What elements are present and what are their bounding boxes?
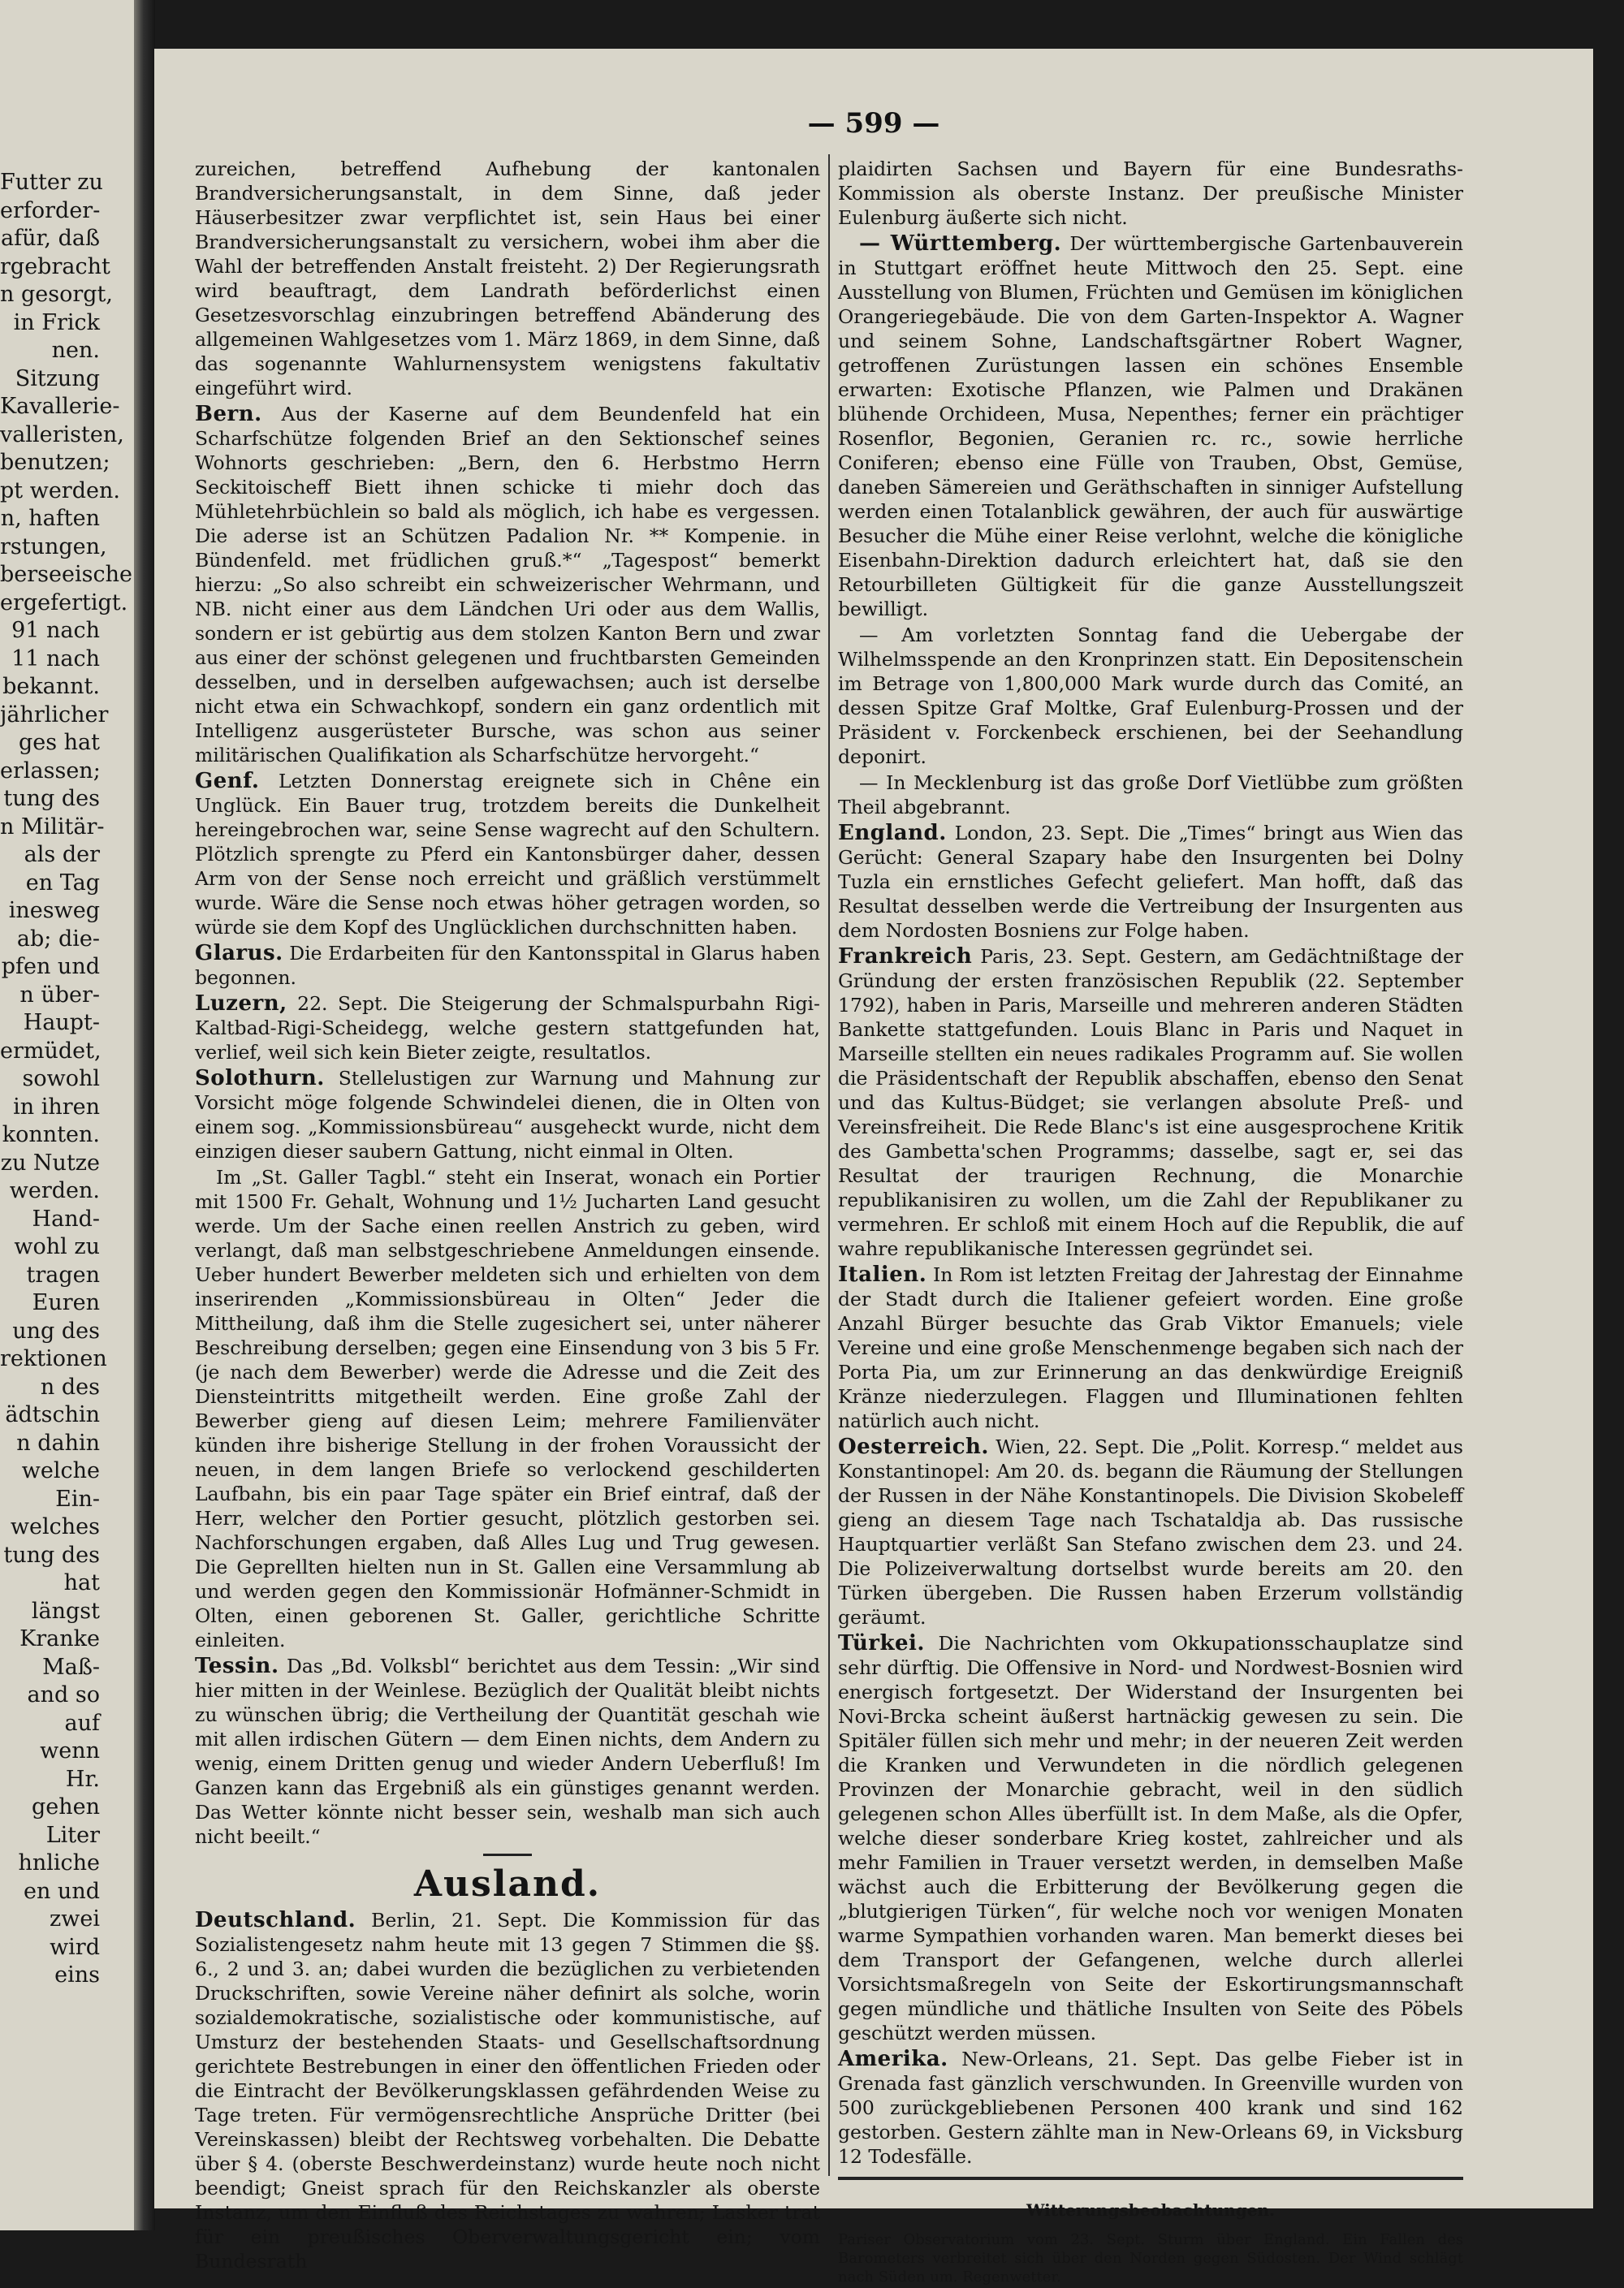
article-paragraph — [195, 1908, 820, 2273]
article-text: Stellelustigen zur Warnung und Mahnung zur Vorsicht möge folgende Schwindelei dienen, die in Olten von einem sog. „Kommissionsbüreau“ ausgeheckt wurde, nicht dem einzigen dieser saubern Gattung, nicht einmal in Olten. — [195, 1067, 820, 1163]
adjacent-line: in ihren — [13, 1094, 100, 1120]
adjacent-line: Haupt- — [23, 1010, 100, 1035]
adjacent-line: pt werden. — [0, 477, 120, 503]
article-heading: Frankreich — [838, 944, 973, 969]
article-text: Die Nachrichten vom Okkupationsschauplatze sind sehr dürftig. Die Offensive in Nord- und Nordwest-Bosnien wird energisch fortgesetzt. Der Widerstand der Insurgenten bei Novi-Brcka scheint äußerst hartnäckig gewesen zu sein. Die Spitäler füllen sich mehr und mehr; in der neueren Zeit werden die Kranken und Verwundeten in die nördlich gelegenen Provinzen der Monarchie gebracht, weil in den südlich gelegenen schon Alles überfüllt ist. In dem Maße, als die Opfer, welche dieser sonderbare Krieg kostet, zahlreicher und als mehr Familien in Trauer versetzt werden, in demselben Maße wächst auch die Erbitterung der Bevölkerung gegen die „blutgierigen Türken“, für welche noch vor wenigen Monaten warme Sympathien vorhanden waren. Man bemerkt dieses bei dem Transport der Gefangenen, welche durch allerlei Vorsichtsmaßregeln von Seite der Eskortirungsmannschaft gegen mündliche und thätliche Insulten von Seite des Pöbels geschützt werden müssen. — [838, 1632, 1463, 2044]
adjacent-line: in Frick — [13, 309, 100, 335]
article-text: — In Mecklenburg ist das große Dorf Vietlübbe zum größten Theil abgebrannt. — [838, 771, 1463, 818]
article-paragraph — [195, 941, 820, 990]
article-heading: Bern. — [195, 402, 262, 426]
article-paragraph — [838, 821, 1463, 943]
right-articles — [838, 157, 1463, 2169]
article-text: — Am vorletzten Sonntag fand die Uebergabe der Wilhelmsspende an den Kronprinzen statt. Ein Depositenschein im Betrage von 1,800,000 Mark wurde durch das Comité, an dessen Spitze Graf Moltke, Graf Eulenburg-Prossen und der Präsident v. Forckenbeck erschienen, bei der Seehandlung deponirt. — [838, 624, 1463, 768]
article-heading: Deutschland. — [195, 1908, 356, 1932]
adjacent-line: and so — [27, 1682, 100, 1707]
article-paragraph — [195, 769, 820, 939]
adjacent-line: 11 nach — [11, 645, 100, 671]
adjacent-line: n des — [40, 1374, 100, 1400]
adjacent-line: n, haften — [0, 506, 100, 531]
article-text: Der württembergische Gartenbauverein in Stuttgart eröffnet heute Mittwoch den 25. Sept. eine Ausstellung von Blumen, Früchten und Gemüsen im königlichen Orangeriegebäude. Die von dem Garten-Inspektor A. Wagner und seinem Sohne, Landschaftsgärtner Robert Wagner, getroffenen Zurüstungen lassen ein schönes Ensemble erwarten: Exotische Pflanzen, wie Palmen und Drakänen blühende Orchideen, Musa, Nepenthes; ferner ein prächtiger Rosenflor, Begonien, Geranien rc. rc., sowie herrliche Coniferen; ebenso eine Fülle von Trauben, Obst, Gemüse, daneben Sämereien und Geräthschaften in sinniger Aufstellung werden einen Totalanblick gewähren, der auch für auswärtige Besucher die Mühe einer Reise verlohnt, welche die königliche Eisenbahn-Direktion dadurch erleichtert hat, daß sie den Retourbilleten Gültigkeit für die ganze Ausstellungszeit bewilligt. — [838, 232, 1463, 620]
article-paragraph — [838, 1435, 1463, 1630]
adjacent-line: konnten. — [2, 1122, 100, 1147]
adjacent-line: en Tag — [25, 870, 100, 896]
article-paragraph — [838, 231, 1463, 621]
adjacent-line: jährlicher — [0, 702, 109, 727]
adjacent-line: auf — [64, 1710, 100, 1736]
adjacent-line: wird — [50, 1934, 100, 1960]
adjacent-line: rstungen, — [0, 533, 107, 559]
adjacent-line: Futter zu — [0, 170, 103, 195]
article-text: Aus der Kaserne auf dem Beundenfeld hat ein Scharfschütze folgenden Brief an den Sektionschef seines Wohnorts geschrieben: „Bern, den 6. Herbstmo Herrn Seckitoischeff Biett ihnen schicke ti miehr doch das Mühletehrbüchlein so bald als möglich, ich habe es vergessen. Die aderse ist an Schützen Padalion Nr. ** Kompenie. in Bündenfeld. met früdlichen gruß.*“ „Tagespost“ bemerkt hierzu: „So also schreibt ein schweizerischer Wehrmann, und NB. nicht einer aus dem Ländchen Uri oder aus dem Wallis, sondern er ist gebürtig aus dem stolzen Kanton Bern und zwar aus einer der schönst gelegenen und fruchtbarsten Gemeinden desselben, und in derselben aufgewachsen; auch ist derselbe nicht etwa ein Schwachkopf, sondern ein ganz ordentlich mit Intelligenz ausgerüsteter Bursche, was schon aus seiner militärischen Qualifikation als Scharfschütze hervorgeht.“ — [195, 403, 820, 766]
adjacent-line: ergefertigt. — [0, 589, 128, 615]
adjacent-line: sowohl — [22, 1066, 100, 1091]
article-text: plaidirten Sachsen und Bayern für eine Bundesraths-Kommission als oberste Instanz. Der preußische Minister Eulenburg äußerte sich nicht. — [838, 158, 1463, 229]
right-column — [838, 157, 1463, 2288]
adjacent-line: tung des — [3, 786, 100, 811]
adjacent-line: valleristen, — [0, 421, 124, 447]
adjacent-line: Liter — [45, 1822, 100, 1848]
adjacent-line: zu Nutze — [0, 1150, 100, 1176]
ausland-articles — [195, 1908, 820, 2273]
weather-report: Pariser Observatorium vom 23. Sept. Sturm über England. Ein Fallen des Barometers verbreitet sich über den Norden gegen Südosten. Der Wind schlägt nach Süden um. Regenwetter. — [838, 2231, 1463, 2286]
adjacent-line: gehen — [31, 1794, 100, 1820]
article-paragraph — [195, 1165, 820, 1652]
adjacent-line: zwei — [50, 1906, 100, 1932]
article-paragraph — [838, 623, 1463, 769]
newspaper-page — [154, 49, 1593, 2286]
ausland-heading: Ausland. — [413, 1863, 602, 1905]
adjacent-line: längst — [31, 1598, 100, 1624]
adjacent-page-strip — [0, 0, 142, 2230]
article-text: Die Erdarbeiten für den Kantonsspital in Glarus haben begonnen. — [195, 942, 820, 989]
adjacent-line: bekannt. — [2, 674, 100, 699]
article-heading: Glarus. — [195, 941, 283, 965]
left-column — [195, 157, 820, 2275]
article-text: 22. Sept. Die Steigerung der Schmalspurbahn Rigi-Kaltbad-Rigi-Scheidegg, welche gestern stattgefunden hat, verlief, weil sich kein Bieter zeigte, resultatlos. — [195, 992, 820, 1064]
article-paragraph — [195, 1066, 820, 1163]
adjacent-line: wenn — [40, 1738, 100, 1763]
article-paragraph — [838, 2047, 1463, 2169]
adjacent-line: ges hat — [18, 730, 100, 755]
adjacent-line: n Militär- — [0, 814, 105, 840]
adjacent-line: ab; die- — [16, 926, 100, 952]
article-paragraph — [838, 944, 1463, 1261]
article-text: Letzten Donnerstag ereignete sich in Chêne ein Unglück. Ein Bauer trug, trotzdem bereits die Dunkelheit hereingebrochen war, seine Sense wagrecht auf den Schultern. Plötzlich sprengte zu Pferd ein Kantonsbürger daher, dessen Arm von der Sense noch erreicht und gräßlich verstümmelt wurde. Wäre die Sense noch etwas höher getragen worden, so würde sie dem Kopf des Unglücklichen durchschnitten haben. — [195, 770, 820, 939]
adjacent-line: werden. — [9, 1178, 100, 1203]
adjacent-line: erlassen; — [0, 758, 101, 784]
article-text: zureichen, betreffend Aufhebung der kantonalen Brandversicherungsanstalt, in dem Sinne, daß jeder Häuserbesitzer zwar verpflichtet ist, sein Haus bei einer Brandversicherungsanstalt zu versichern, wobei ihm aber die Wahl der betreffenden Anstalt freisteht. 2) Der Regierungsrath wird beauftragt, dem Landrath beförderlichst einen Gesetzesvorschlag einzubringen betreffend Abänderung des allgemeinen Wahlgesetzes vom 1. März 1869, in dem Sinne, daß das sogenannte Wahlurnensystem wenigstens fakultativ eingeführt wird. — [195, 158, 820, 399]
article-paragraph — [838, 1263, 1463, 1433]
article-heading: Amerika. — [838, 2047, 948, 2071]
adjacent-line: welches — [10, 1514, 100, 1539]
left-articles — [195, 157, 820, 1849]
adjacent-line: Ein- — [55, 1486, 100, 1512]
article-heading: England. — [838, 821, 947, 845]
adjacent-line: 91 nach — [11, 618, 100, 643]
adjacent-line: Maß- — [42, 1654, 100, 1680]
article-paragraph — [195, 1654, 820, 1849]
article-text: Das „Bd. Volksbl“ berichtet aus dem Tessin: „Wir sind hier mitten in der Weinlese. Bezüglich der Qualität bleibt nichts zu wünschen übrig; die Vertheilung der Quantität geschah wie mit allen irdischen Gütern — dem Einen nichts, dem Andern zu wenig, einem Dritten genug und wieder Andern Ueberfluß! Im Ganzen kann das Ergebniß als ein günstiges genannt werden. Das Wetter könnte nicht besser sein, weshalb man sich auch nicht beeilt.“ — [195, 1655, 820, 1848]
article-text: Berlin, 21. Sept. Die Kommission für das Sozialistengesetz nahm heute mit 13 gegen 7 Stimmen die §§. 6., 2 und 3. an; dabei wurden die bezüglichen zu verbietenden Druckschriften, sowie Vereine näher definirt als solche, worin sozialdemokratische, sozialistische oder kommunistische, auf Umsturz der bestehenden Staats- und Gesellschaftsordnung gerichtete Bestrebungen in einer den öffentlichen Frieden oder die Eintracht der Bevölkerungsklassen gefährdenden Weise zu Tage treten. Für vermögensrechtliche Ansprüche Dritter (bei Vereinskassen) bleibt der Rechtsweg vorbehalten. Die Debatte über § 4. (oberste Beschwerdeinstanz) wurde heute noch nicht beendigt; Gneist sprach für den Reichskanzler als oberste Instanz, um den Einfluß des Reichstages zu wahren; Lasker trat für ein preußisches Oberverwaltungsgericht ein; vom Bundesrath — [195, 1909, 820, 2273]
article-paragraph — [838, 771, 1463, 819]
article-text: In Rom ist letzten Freitag der Jahrestag der Einnahme der Stadt durch die Italiener gefeiert worden. Eine große Anzahl Bürger besuchte das Grab Viktor Emanuels; viele Vereine und eine große Menschenmenge begaben sich nach der Porta Pia, um zur Erinnerung an das denkwürdige Ereigniß Kränze niederzulegen. Flaggen und Illuminationen fehlten natürlich auch nicht. — [838, 1263, 1463, 1432]
article-paragraph — [838, 157, 1463, 230]
article-paragraph — [195, 157, 820, 400]
adjacent-line: afür, daß — [0, 226, 100, 251]
article-heading: — Württemberg. — [859, 231, 1062, 256]
article-heading: Luzern, — [195, 991, 287, 1016]
article-heading: Solothurn. — [195, 1066, 325, 1090]
section-rule — [483, 1854, 532, 1856]
adjacent-line: en und — [23, 1878, 100, 1904]
adjacent-line: eins — [54, 1962, 100, 1988]
article-text: London, 23. Sept. Die „Times“ bringt aus Wien das Gerücht: General Szapary habe den Insurgenten bei Dolny Tuzla ein ernstliches Gefecht geliefert. Man hofft, daß das Resultat desselben werde die Vertreibung der Insurgenten aus dem Nordosten Bosniens zur Folge haben. — [838, 822, 1463, 942]
page-number: — 599 — — [807, 107, 940, 140]
article-text: Paris, 23. Sept. Gestern, am Gedächtnißtage der Gründung der ersten französischen Republik (22. September 1792), haben in Paris, Marseille und mehreren anderen Städten Bankette stattgefunden. Louis Blanc in Paris und Naquet in Marseille stellten ein neues radikales Programm auf. Sie wollen die Präsidentschaft der Republik abschaffen, ebenso den Senat und das Kultus-Büdget; sie verlangen absolute Preß- und Vereinsfreiheit. Die Rede Blanc's ist eine ausgesprochene Kritik des Gambetta'schen Programms; dasselbe, sagt er, sei das Resultat der traurigen Rechnung, die Monarchie republikanisiren zu wollen, um die Zahl der Republikaner zu vermehren. Er schloß mit einem Hoch auf die Republik, die auf wahre republikanische Interessen gegründet sei. — [838, 945, 1463, 1260]
weather-rule — [838, 2177, 1463, 2180]
adjacent-line: Kavallerie- — [0, 394, 120, 419]
adjacent-line: ädtschin — [5, 1402, 100, 1427]
adjacent-line: ermüdet, — [0, 1038, 102, 1064]
column-divider — [828, 154, 830, 2176]
article-heading: Oesterreich. — [838, 1435, 989, 1459]
article-text: Im „St. Galler Tagbl.“ steht ein Inserat, wonach ein Portier mit 1500 Fr. Gehalt, Wohnung und 1½ Jucharten Land gesucht werde. Um der Sache einen reellen Anstrich zu geben, wird verlangt, daß man selbstgeschriebene Anmeldungen einsende. Ueber hundert Bewerber meldeten sich und erhielten von dem inserirenden „Kommissionsbüreau in Olten“ Jeder die Mittheilung, daß ihm die Stelle zugesichert sei, unter näherer Beschreibung derselben; gegen eine Einsendung von 3 bis 5 Fr. (je nach dem Bewerber) werde die Adresse und die Zeit des Diensteintritts mitgetheilt werden. Eine große Zahl der Bewerber gieng auf diesen Leim; mehrere Familienväter künden ihre bisherige Stellung in der frohen Voraussicht der neuen, in dem langen Briefe so verlockend geschilderten Laufbahn, bis ein paar Tage später ein Brief eintraf, daß der Herr, welcher den Portier gesucht, plötzlich gestorben sei. Nachforschungen ergaben, daß Alles Lug und Trug gewesen. Die Geprellten hielten nun in St. Gallen eine Versammlung ab und werden gegen den Kommissionär Hofmänner-Schmidt in Olten, einen geborenen St. Galler, gerichtliche Schritte einleiten. — [195, 1166, 820, 1651]
adjacent-line: pfen und — [1, 954, 100, 979]
article-text: Wien, 22. Sept. Die „Polit. Korresp.“ meldet aus Konstantinopel: Am 20. ds. begann die Räumung der Stellungen der Russen in der Nähe Konstantinopels. Die Division Skobeleff gieng an diesem Tage nach Tschataldja ab. Das russische Hauptquartier verläßt San Stefano zwischen dem 23. und 24. Die Polizeiverwaltung dortselbst wurde bereits am 20. den Türken übergeben. Die Russen haben Erzerum vollständig geräumt. — [838, 1435, 1463, 1629]
adjacent-line: n über- — [19, 982, 100, 1008]
adjacent-line: Hand- — [32, 1206, 100, 1232]
book-gutter — [134, 0, 155, 2230]
adjacent-line: Kranke — [19, 1626, 100, 1651]
adjacent-line: tung des — [3, 1542, 100, 1568]
adjacent-line: Hr. — [65, 1766, 100, 1792]
article-heading: Türkei. — [838, 1631, 925, 1656]
weather-heading: Witterungsbeobachtungen. — [1026, 2200, 1275, 2220]
adjacent-line: Sitzung — [15, 365, 100, 391]
adjacent-line: benutzen; — [0, 450, 110, 475]
article-text: New-Orleans, 21. Sept. Das gelbe Fieber ist in Grenada fast gänzlich verschwunden. In Greenville wurden von 500 zurückgebliebenen Personen 400 krank und sind 162 gestorben. Gestern zählte man in New-Orleans 69, in Vicksburg 12 Todesfälle. — [838, 2048, 1463, 2168]
adjacent-line: ung des — [12, 1318, 100, 1344]
adjacent-line: erforder- — [0, 197, 101, 223]
article-paragraph — [195, 402, 820, 767]
adjacent-line: tragen — [26, 1262, 100, 1288]
adjacent-line: wohl zu — [14, 1234, 100, 1259]
adjacent-line: n gesorgt, — [0, 282, 113, 307]
article-paragraph — [195, 991, 820, 1064]
adjacent-line: n dahin — [16, 1430, 100, 1456]
article-paragraph — [838, 1631, 1463, 2045]
adjacent-line: berseeische — [0, 562, 132, 587]
adjacent-line: nen. — [51, 338, 100, 363]
article-heading: Italien. — [838, 1263, 927, 1287]
adjacent-line: rgebracht — [0, 253, 110, 279]
article-heading: Tessin. — [195, 1654, 279, 1678]
adjacent-line: Euren — [32, 1290, 100, 1315]
adjacent-page-fragments — [0, 169, 142, 1990]
adjacent-line: welche — [21, 1458, 100, 1483]
adjacent-line: hnliche — [18, 1850, 100, 1876]
adjacent-line: rektionen — [0, 1346, 107, 1371]
adjacent-line: hat — [63, 1570, 100, 1595]
article-heading: Genf. — [195, 769, 260, 793]
adjacent-line: inesweg — [8, 898, 100, 923]
adjacent-line: als der — [24, 842, 100, 867]
